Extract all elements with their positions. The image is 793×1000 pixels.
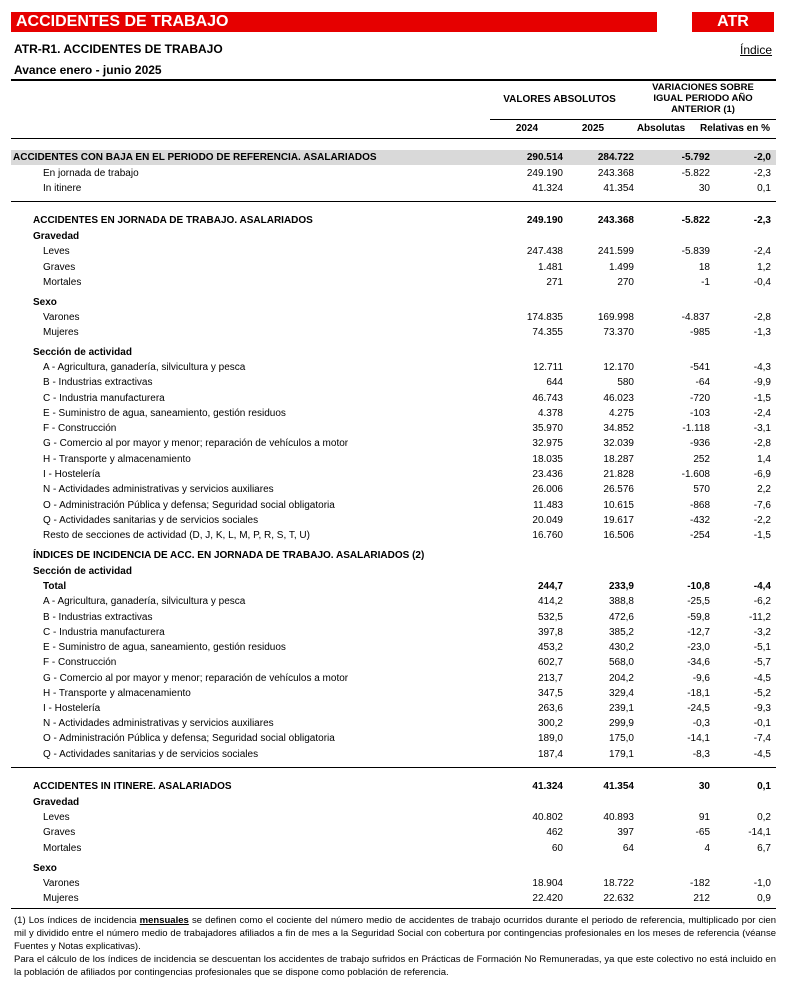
- cell-abs: -24,5: [687, 703, 710, 714]
- cell-abs: -25,5: [687, 596, 710, 607]
- cell-rel: -5,1: [753, 642, 771, 653]
- table-row: [11, 876, 776, 891]
- cell-abs: -985: [689, 327, 710, 338]
- cell-2025: 580: [617, 377, 634, 388]
- cell-2025: 388,8: [608, 596, 634, 607]
- cell-2024: 187,4: [537, 749, 563, 760]
- cell-rel: -2,3: [753, 215, 771, 226]
- cell-2025: 34.852: [603, 423, 634, 434]
- table-row: [11, 436, 776, 451]
- row-label: Gravedad: [33, 797, 80, 808]
- table-row: [11, 701, 776, 716]
- table-row: [11, 655, 776, 670]
- cell-2024: 41.324: [532, 781, 563, 792]
- group-heading: [11, 795, 776, 810]
- row-label: O - Administración Pública y defensa; Seguridad social obligatoria: [43, 500, 335, 511]
- cell-2025: 40.893: [603, 812, 634, 823]
- cell-rel: 1,2: [757, 262, 771, 273]
- cell-rel: -1,5: [753, 530, 771, 541]
- cell-2025: 12.170: [603, 362, 634, 373]
- footnote-1: [14, 914, 776, 953]
- index-link[interactable]: Índice: [740, 43, 773, 57]
- period-label: Avance enero - junio 2025: [14, 63, 162, 77]
- row-label: E - Suministro de agua, saneamiento, gestión residuos: [43, 642, 286, 653]
- cell-2025: 41.354: [603, 781, 634, 792]
- cell-2025: 16.506: [603, 530, 634, 541]
- row-label: H - Transporte y almacenamiento: [43, 688, 191, 699]
- table-row: [11, 391, 776, 406]
- row-label: E - Suministro de agua, saneamiento, gestión residuos: [43, 408, 286, 419]
- row-label: O - Administración Pública y defensa; Seguridad social obligatoria: [43, 733, 335, 744]
- cell-2024: 453,2: [537, 642, 563, 653]
- table-row: [11, 716, 776, 731]
- cell-2024: 644: [546, 377, 563, 388]
- cell-2025: 243.368: [597, 215, 634, 226]
- cell-2025: 18.287: [603, 454, 634, 465]
- cell-2025: 241.599: [597, 246, 634, 257]
- cell-2025: 26.576: [603, 484, 634, 495]
- row-label: ÍNDICES DE INCIDENCIA DE ACC. EN JORNADA DE TRABAJO. ASALARIADOS (2): [33, 550, 425, 561]
- cell-2025: 568,0: [608, 657, 634, 668]
- cell-2025: 169.998: [597, 312, 634, 323]
- table-row: [11, 747, 776, 762]
- footnote-2: Para el cálculo de los índices de incidencia se descuentan los accidentes de trabajo sufridos en Prácticas de Formación No Remuneradas, ya que este colectivo no está incluido en la población de afiliados por contingencias profesionales que se dispone como población de referencia.: [14, 954, 776, 978]
- cell-2025: 41.354: [603, 183, 634, 194]
- row-label: Graves: [43, 262, 76, 273]
- cell-2024: 249.190: [526, 215, 563, 226]
- footnote-1-end: se definen como el cociente del número medio de accidentes de trabajo ocurridos durante el periodo de referencia, multiplicado por cien mil y dividido entre el número medio de trabajadores afiliados a fin de mes a la Seguridad Social con cobertura por contingencias profesionales en los meses de referencia (véanse Fuentes y Notas explicativas).: [14, 915, 776, 952]
- cell-rel: 1,4: [757, 454, 771, 465]
- cell-2024: 263,6: [537, 703, 563, 714]
- cell-abs: -868: [689, 500, 710, 511]
- variations-header-line1: VARIACIONES SOBRE: [652, 82, 754, 93]
- row-label: C - Industria manufacturera: [43, 627, 165, 638]
- row-label: I - Hostelería: [43, 703, 101, 714]
- row-label: F - Construcción: [43, 657, 117, 668]
- row-label: Varones: [43, 878, 80, 889]
- cell-rel: -1,3: [753, 327, 771, 338]
- cell-abs: -254: [689, 530, 710, 541]
- cell-abs: 252: [693, 454, 710, 465]
- cell-2025: 10.615: [603, 500, 634, 511]
- variations-header: [630, 82, 776, 115]
- cell-abs: 91: [698, 812, 710, 823]
- cell-2024: 300,2: [537, 718, 563, 729]
- row-label: Sexo: [33, 297, 57, 308]
- cell-2025: 18.722: [603, 878, 634, 889]
- cell-rel: -0,1: [753, 718, 771, 729]
- row-label: N - Actividades administrativas y servicios auxiliares: [43, 484, 274, 495]
- table-row: [11, 260, 776, 275]
- row-label: C - Industria manufacturera: [43, 393, 165, 404]
- cell-2024: 41.324: [532, 183, 563, 194]
- cell-rel: -2,3: [753, 168, 771, 179]
- row-label: G - Comercio al por mayor y menor; reparación de vehículos a motor: [43, 673, 349, 684]
- table-row-section-jornada: [11, 213, 776, 228]
- footnote-1-emphasis: mensuales: [139, 915, 189, 926]
- cell-2024: 26.006: [532, 484, 563, 495]
- cell-2024: 414,2: [537, 596, 563, 607]
- row-label: F - Construcción: [43, 423, 117, 434]
- cell-2025: 73.370: [603, 327, 634, 338]
- cell-abs: -65: [695, 827, 710, 838]
- cell-2024: 290.514: [526, 152, 563, 163]
- cell-abs: -59,8: [687, 612, 710, 623]
- row-label: G - Comercio al por mayor y menor; reparación de vehículos a motor: [43, 438, 349, 449]
- cell-2025: 385,2: [608, 627, 634, 638]
- row-label: Sección de actividad: [33, 566, 132, 577]
- cell-2025: 329,4: [608, 688, 634, 699]
- cell-2025: 299,9: [608, 718, 634, 729]
- table-row: [11, 360, 776, 375]
- table-row: [11, 421, 776, 436]
- cell-2025: 46.023: [603, 393, 634, 404]
- cell-2025: 179,1: [608, 749, 634, 760]
- table-row: [11, 166, 776, 181]
- row-label: Sexo: [33, 863, 57, 874]
- row-label: Mujeres: [43, 893, 79, 904]
- row-label: Mortales: [43, 843, 82, 854]
- row-label: ACCIDENTES CON BAJA EN EL PERIODO DE REFERENCIA. ASALARIADOS: [13, 152, 377, 163]
- row-label: B - Industrias extractivas: [43, 377, 153, 388]
- table-row: [11, 513, 776, 528]
- table-row-section-incidence: [11, 548, 776, 563]
- cell-rel: -9,3: [753, 703, 771, 714]
- row-label: Graves: [43, 827, 76, 838]
- cell-rel: -9,9: [753, 377, 771, 388]
- report-code-badge: [692, 12, 774, 32]
- footnotes: [14, 914, 776, 979]
- cell-2025: 233,9: [608, 581, 634, 592]
- cell-rel: -1,5: [753, 393, 771, 404]
- cell-rel: -5,2: [753, 688, 771, 699]
- cell-2024: 46.743: [532, 393, 563, 404]
- cell-2025: 397: [617, 827, 634, 838]
- cell-2024: 397,8: [537, 627, 563, 638]
- table-row: [11, 498, 776, 513]
- row-label: I - Hostelería: [43, 469, 101, 480]
- cell-abs: 30: [698, 183, 710, 194]
- cell-2024: 249.190: [526, 168, 563, 179]
- table-row: [11, 528, 776, 543]
- row-label: Resto de secciones de actividad (D, J, K, L, M, P, R, S, T, U): [43, 530, 310, 541]
- cell-rel: -2,4: [753, 246, 771, 257]
- row-label: In itinere: [43, 183, 82, 194]
- variations-header-line2: IGUAL PERIODO AÑO: [653, 93, 753, 104]
- table-row: [11, 181, 776, 196]
- cell-abs: -64: [695, 377, 710, 388]
- cell-2024: 174.835: [526, 312, 563, 323]
- cell-2024: 60: [551, 843, 563, 854]
- subheader-rule: [490, 119, 776, 120]
- cell-abs: -10,8: [687, 581, 710, 592]
- cell-abs: -34,6: [687, 657, 710, 668]
- row-label: Varones: [43, 312, 80, 323]
- cell-2024: 20.049: [532, 515, 563, 526]
- report-title-bar: [11, 12, 657, 32]
- cell-2025: 22.632: [603, 893, 634, 904]
- cell-2024: 12.711: [533, 362, 563, 373]
- table-row: [11, 825, 776, 840]
- row-label: A - Agricultura, ganadería, silvicultura y pesca: [43, 362, 246, 373]
- cell-2024: 18.904: [532, 878, 563, 889]
- cell-rel: -7,6: [753, 500, 771, 511]
- table-row: [11, 731, 776, 746]
- cell-abs: -14,1: [687, 733, 710, 744]
- cell-abs: -182: [689, 878, 710, 889]
- cell-2025: 204,2: [608, 673, 634, 684]
- cell-rel: -11,2: [748, 612, 771, 623]
- table-row: [11, 482, 776, 497]
- header-bottom-rule: [11, 138, 776, 139]
- cell-abs: -1: [701, 277, 710, 288]
- cell-abs: -5.822: [681, 168, 710, 179]
- cell-2025: 4.275: [608, 408, 634, 419]
- table-row: [11, 275, 776, 290]
- cell-abs: -8,3: [692, 749, 710, 760]
- cell-rel: 0,1: [757, 781, 771, 792]
- cell-rel: -7,4: [753, 733, 771, 744]
- cell-2025: 64: [622, 843, 634, 854]
- table-row: [11, 452, 776, 467]
- col-2025-header: 2025: [581, 123, 605, 134]
- cell-rel: -2,4: [753, 408, 771, 419]
- cell-rel: -4,3: [753, 362, 771, 373]
- cell-abs: -936: [689, 438, 710, 449]
- cell-2024: 32.975: [532, 438, 563, 449]
- cell-rel: -5,7: [753, 657, 771, 668]
- cell-rel: -3,1: [753, 423, 771, 434]
- group-heading: [11, 345, 776, 360]
- cell-abs: 4: [704, 843, 710, 854]
- cell-2024: 23.436: [532, 469, 563, 480]
- col-2024-header: 2024: [515, 123, 539, 134]
- row-label: B - Industrias extractivas: [43, 612, 153, 623]
- table-row: [11, 406, 776, 421]
- cell-2024: 11.483: [533, 500, 563, 511]
- table-row: [11, 891, 776, 906]
- cell-rel: -0,4: [753, 277, 771, 288]
- cell-rel: 6,7: [757, 843, 771, 854]
- cell-abs: 212: [693, 893, 710, 904]
- table-row: [11, 686, 776, 701]
- table-row: [11, 671, 776, 686]
- cell-abs: -9,6: [692, 673, 710, 684]
- row-label: Leves: [43, 246, 70, 257]
- row-label: ACCIDENTES EN JORNADA DE TRABAJO. ASALARIADOS: [33, 215, 313, 226]
- report-title: ACCIDENTES DE TRABAJO: [16, 13, 229, 30]
- row-label: Mortales: [43, 277, 82, 288]
- table-row: [11, 610, 776, 625]
- group-heading: [11, 564, 776, 579]
- cell-2024: 18.035: [532, 454, 563, 465]
- cell-abs: 30: [698, 781, 710, 792]
- col-relativas-header: Relativas en %: [699, 123, 771, 134]
- cell-rel: 0,9: [757, 893, 771, 904]
- table-row: [11, 625, 776, 640]
- cell-abs: -432: [689, 515, 710, 526]
- cell-abs: -5.792: [681, 152, 710, 163]
- cell-2024: 189,0: [537, 733, 563, 744]
- cell-abs: -720: [689, 393, 710, 404]
- abs-values-header: VALORES ABSOLUTOS: [503, 94, 616, 105]
- cell-2024: 40.802: [532, 812, 563, 823]
- cell-abs: -541: [689, 362, 710, 373]
- cell-2024: 244,7: [537, 581, 563, 592]
- row-label: Mujeres: [43, 327, 79, 338]
- cell-2024: 532,5: [537, 612, 563, 623]
- cell-2025: 284.722: [597, 152, 634, 163]
- cell-rel: -6,2: [753, 596, 771, 607]
- table-row: [11, 640, 776, 655]
- cell-2024: 74.355: [532, 327, 563, 338]
- table-row: [11, 325, 776, 340]
- cell-2025: 175,0: [608, 733, 634, 744]
- table-row: [11, 841, 776, 856]
- cell-2024: 1.481: [537, 262, 563, 273]
- cell-rel: -6,9: [753, 469, 771, 480]
- cell-2024: 247.438: [526, 246, 563, 257]
- row-label: Total: [43, 581, 67, 592]
- cell-rel: -2,8: [753, 438, 771, 449]
- group-heading: [11, 295, 776, 310]
- cell-2025: 1.499: [608, 262, 634, 273]
- cell-abs: -18,1: [687, 688, 710, 699]
- cell-abs: -0,3: [692, 718, 710, 729]
- table-row: [11, 810, 776, 825]
- cell-rel: -3,2: [753, 627, 771, 638]
- row-label: En jornada de trabajo: [43, 168, 139, 179]
- cell-rel: -2,8: [753, 312, 771, 323]
- cell-abs: -103: [689, 408, 710, 419]
- cell-rel: -1,0: [753, 878, 771, 889]
- section-rule: [11, 767, 776, 768]
- cell-abs: -4.837: [681, 312, 710, 323]
- cell-rel: -4,5: [753, 673, 771, 684]
- cell-2025: 239,1: [608, 703, 634, 714]
- group-heading: [11, 229, 776, 244]
- cell-rel: -2,2: [753, 515, 771, 526]
- col-absolutas-header: Absolutas: [636, 123, 686, 134]
- cell-2024: 347,5: [537, 688, 563, 699]
- cell-2024: 4.378: [537, 408, 563, 419]
- row-label: Q - Actividades sanitarias y de servicios sociales: [43, 749, 259, 760]
- row-label: Sección de actividad: [33, 347, 132, 358]
- cell-rel: 2,2: [757, 484, 771, 495]
- cell-2025: 430,2: [608, 642, 634, 653]
- report-code: ATR: [717, 13, 749, 30]
- table-row: [11, 467, 776, 482]
- top-rule: [11, 79, 776, 81]
- table-bottom-rule: [11, 908, 776, 909]
- cell-2024: 271: [546, 277, 563, 288]
- cell-abs: -1.118: [682, 423, 710, 434]
- cell-2024: 462: [546, 827, 563, 838]
- cell-abs: 570: [693, 484, 710, 495]
- row-label: Gravedad: [33, 231, 80, 242]
- cell-2024: 213,7: [537, 673, 563, 684]
- table-row-incidence-total: [11, 579, 776, 594]
- footnote-1-start: (1) Los índices de incidencia: [14, 915, 140, 926]
- cell-abs: -5.822: [681, 215, 710, 226]
- cell-rel: 0,2: [757, 812, 771, 823]
- cell-rel: -2,0: [753, 152, 771, 163]
- cell-rel: -14,1: [748, 827, 771, 838]
- cell-abs: -5.839: [681, 246, 710, 257]
- table-row-section-itinere: [11, 779, 776, 794]
- cell-2025: 19.617: [603, 515, 634, 526]
- cell-rel: 0,1: [757, 183, 771, 194]
- table-row: [11, 244, 776, 259]
- cell-rel: -4,4: [753, 581, 771, 592]
- cell-2024: 602,7: [537, 657, 563, 668]
- cell-2025: 472,6: [608, 612, 634, 623]
- variations-header-line3: ANTERIOR (1): [671, 104, 735, 115]
- table-row-total-accidents: [11, 150, 776, 165]
- cell-rel: -4,5: [753, 749, 771, 760]
- cell-abs: 18: [698, 262, 710, 273]
- cell-2025: 32.039: [603, 438, 634, 449]
- cell-abs: -1.608: [681, 469, 710, 480]
- row-label: A - Agricultura, ganadería, silvicultura y pesca: [43, 596, 246, 607]
- row-label: Leves: [43, 812, 70, 823]
- table-row: [11, 594, 776, 609]
- table-row: [11, 375, 776, 390]
- row-label: ACCIDENTES IN ITINERE. ASALARIADOS: [33, 781, 232, 792]
- group-heading: [11, 861, 776, 876]
- cell-2024: 16.760: [532, 530, 563, 541]
- cell-abs: -12,7: [687, 627, 710, 638]
- row-label: N - Actividades administrativas y servicios auxiliares: [43, 718, 274, 729]
- cell-2025: 21.828: [603, 469, 634, 480]
- table-subtitle: ATR-R1. ACCIDENTES DE TRABAJO: [14, 42, 223, 56]
- row-label: H - Transporte y almacenamiento: [43, 454, 191, 465]
- cell-2024: 22.420: [532, 893, 563, 904]
- section-rule: [11, 201, 776, 202]
- cell-2024: 35.970: [532, 423, 563, 434]
- cell-abs: -23,0: [687, 642, 710, 653]
- cell-2025: 243.368: [597, 168, 634, 179]
- row-label: Q - Actividades sanitarias y de servicios sociales: [43, 515, 259, 526]
- table-row: [11, 310, 776, 325]
- cell-2025: 270: [617, 277, 634, 288]
